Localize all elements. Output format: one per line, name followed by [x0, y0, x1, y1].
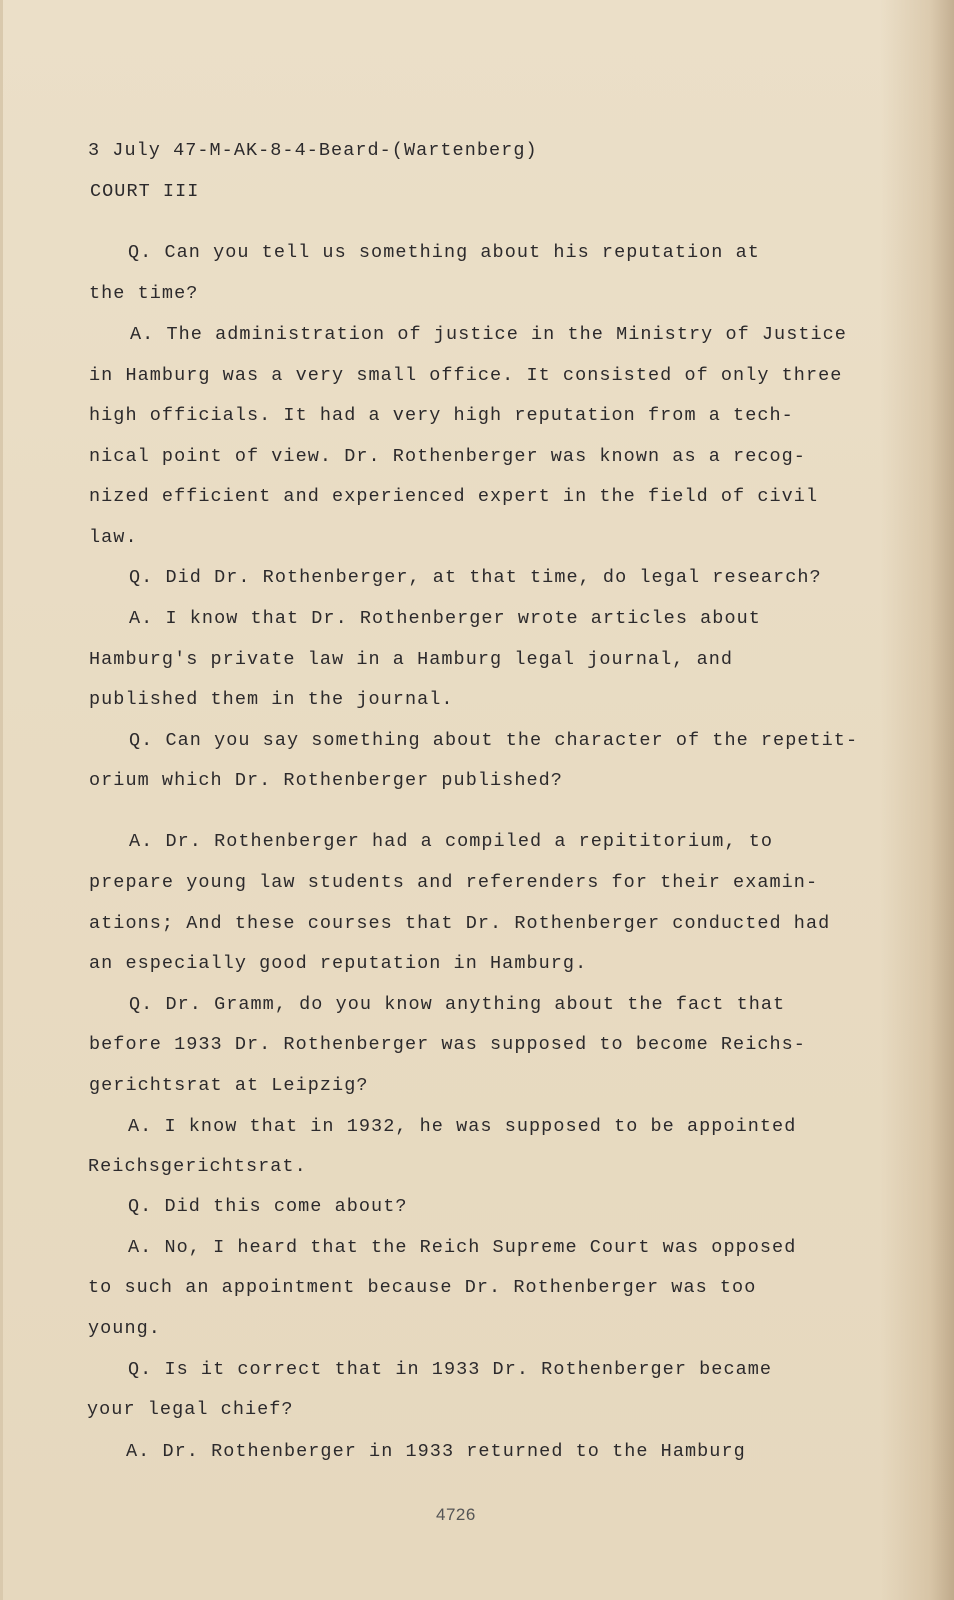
text-line: before 1933 Dr. Rothenberger was supposed to become Reichs-: [89, 1034, 806, 1055]
text-line: an especially good reputation in Hamburg.: [89, 953, 588, 974]
text-line: to such an appointment because Dr. Rothenberger was too: [88, 1277, 757, 1298]
text-line: prepare young law students and referenders for their examin-: [89, 872, 819, 893]
text-line: A. I know that Dr. Rothenberger wrote articles about: [129, 608, 761, 629]
text-line: A. Dr. Rothenberger had a compiled a repititorium, to: [129, 831, 774, 852]
text-line: young.: [88, 1318, 161, 1339]
text-line: the time?: [89, 283, 199, 304]
text-line: nical point of view. Dr. Rothenberger was known as a recog-: [89, 446, 806, 467]
text-line: Q. Can you say something about the character of the repetit-: [129, 730, 859, 751]
text-line: Reichsgerichtsrat.: [88, 1156, 307, 1177]
court-label: COURT III: [90, 181, 200, 202]
text-line: your legal chief?: [87, 1399, 294, 1420]
text-line: orium which Dr. Rothenberger published?: [89, 770, 563, 791]
text-line: Q. Did Dr. Rothenberger, at that time, do legal research?: [129, 567, 822, 588]
text-line: high officials. It had a very high reputation from a tech-: [89, 405, 794, 426]
text-line: Q. Is it correct that in 1933 Dr. Rothenberger became: [128, 1359, 773, 1380]
text-line: Q. Did this come about?: [128, 1196, 408, 1217]
text-line: nized efficient and experienced expert in the field of civil: [89, 486, 819, 507]
text-line: A. I know that in 1932, he was supposed to be appointed: [128, 1116, 797, 1137]
text-line: A. The administration of justice in the Ministry of Justice: [130, 324, 847, 345]
header-reference: 3 July 47-M-AK-8-4-Beard-(Wartenberg): [88, 140, 538, 161]
text-line: ations; And these courses that Dr. Rothenberger conducted had: [89, 913, 831, 934]
text-line: published them in the journal.: [89, 689, 454, 710]
page-edge: [0, 0, 3, 1600]
text-line: Q. Dr. Gramm, do you know anything about the fact that: [129, 994, 786, 1015]
text-line: law.: [89, 527, 138, 548]
text-line: Q. Can you tell us something about his reputation at: [128, 242, 760, 263]
text-line: A. No, I heard that the Reich Supreme Court was opposed: [128, 1237, 797, 1258]
text-line: A. Dr. Rothenberger in 1933 returned to the Hamburg: [126, 1441, 746, 1462]
text-line: Hamburg's private law in a Hamburg legal journal, and: [89, 649, 734, 670]
text-line: in Hamburg was a very small office. It consisted of only three: [89, 365, 843, 386]
page-number: 4726: [436, 1505, 476, 1524]
text-line: gerichtsrat at Leipzig?: [89, 1075, 369, 1096]
